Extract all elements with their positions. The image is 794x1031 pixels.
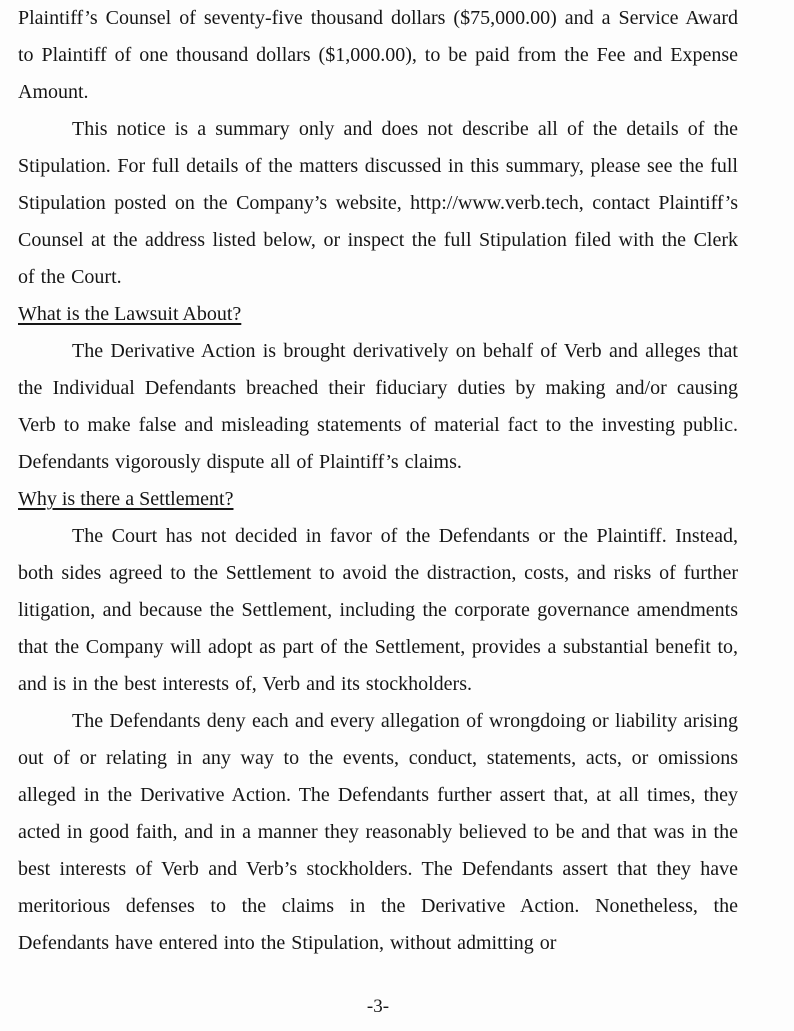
paragraph-fee-award-continuation: Plaintiff’s Counsel of seventy-five thousand dollars ($75,000.00) and a Service Award to Plaintiff of one thousand dollars ($1,000.00), to be paid from the Fee and Expense Amount. — [18, 7, 738, 103]
heading-why-is-there-settlement: Why is there a Settlement? — [18, 488, 234, 510]
page-number: -3- — [366, 996, 390, 1017]
paragraph-court-not-decided: The Court has not decided in favor of the Defendants or the Plaintiff. Instead, both sides agreed to the Settlement to avoid the distraction, costs, and risks of further litigation, and because the Settlement, including the corporate governance amendments that the Company will adopt as part of the Settlement, provides a substantial benefit to, and is in the best interests of, Verb and its stockholders. — [18, 525, 738, 695]
heading-what-is-lawsuit-about: What is the Lawsuit About? — [18, 303, 242, 325]
paragraph-derivative-action: The Derivative Action is brought derivatively on behalf of Verb and alleges that the Individual Defendants breached their fiduciary duties by making and/or causing Verb to make false and misleading statements of material fact to the investing public. Defendants vigorously dispute all of Plaintiff’s claims. — [18, 340, 738, 473]
paragraph-defendants-deny: The Defendants deny each and every allegation of wrongdoing or liability arising out of or relating in any way to the events, conduct, statements, acts, or omissions alleged in the Derivative Action. The Defendants further assert that, at all times, they acted in good faith, and in a manner they reasonably believed to be and that was in the best interests of Verb and Verb’s stockholders. The Defendants assert that they have meritorious defenses to the claims in the Derivative Action. Nonetheless, the Defendants have entered into the Stipulation, without admitting or — [18, 710, 738, 954]
paragraph-notice-summary: This notice is a summary only and does not describe all of the details of the Stipulation. For full details of the matters discussed in this summary, please see the full Stipulation posted on the Company’s website, http://www.verb.tech, contact Plaintiff’s Counsel at the address listed below, or inspect the full Stipulation filed with the Clerk of the Court. — [18, 118, 738, 288]
document-body — [18, 0, 738, 962]
